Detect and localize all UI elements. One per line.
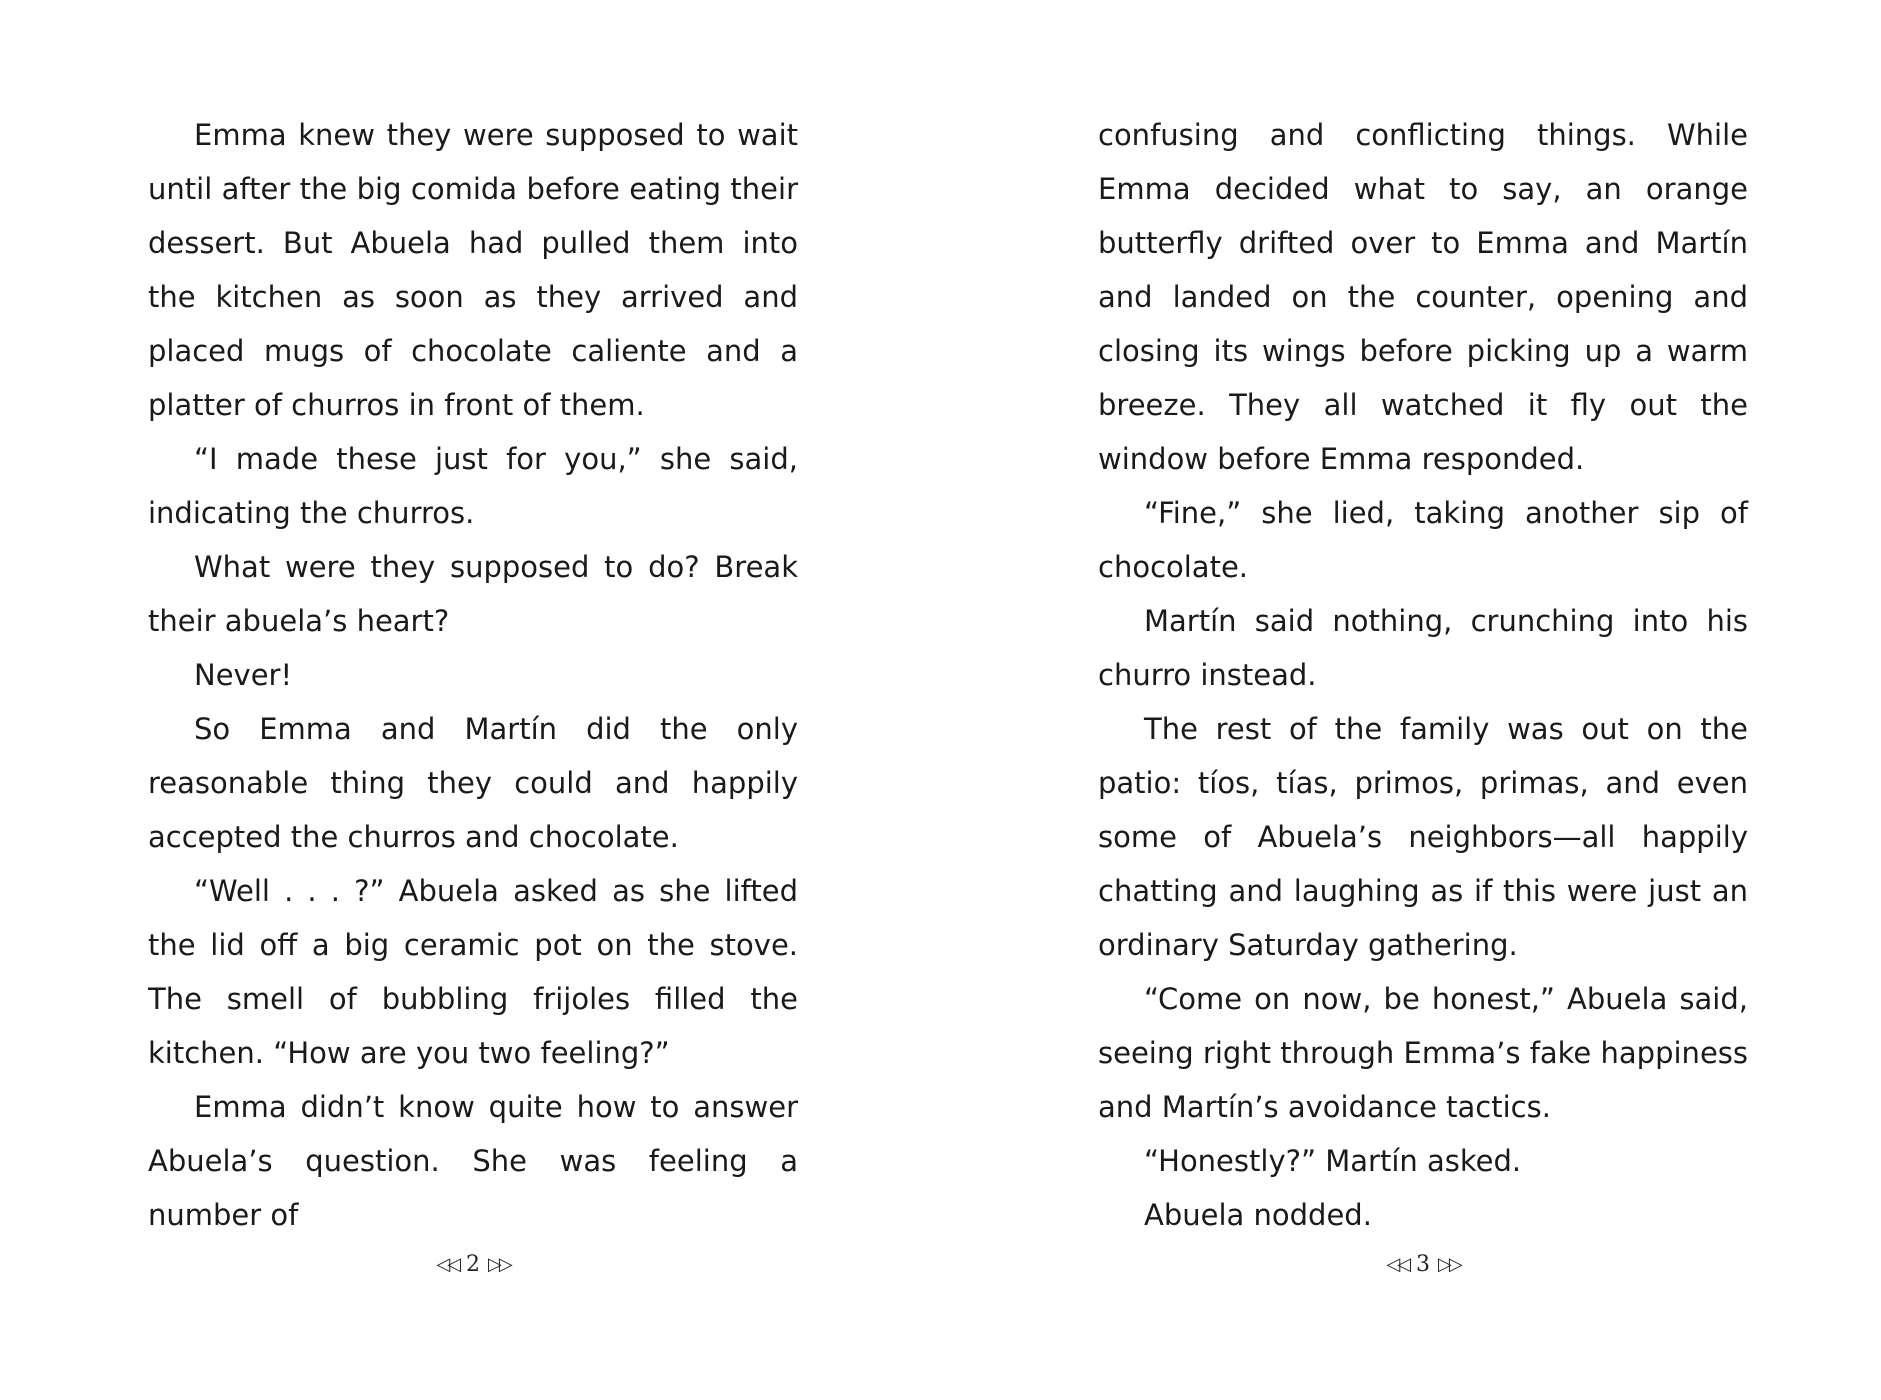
paragraph-continued: confusing and conflicting things. While Emma decided what to say, an orange butterfly drifted over to Emma and Martín and landed on the counter, opening and closing its wings before picking up a warm breeze. They all watched it fly out the window before Emma responded. <box>1098 118 1748 476</box>
page-number: 3 <box>1416 1252 1430 1277</box>
right-ornament-icon: ▷▷ <box>1438 1254 1460 1275</box>
paragraph: “I made these just for you,” she said, indicating the churros. <box>148 442 798 530</box>
paragraph: “Come on now, be honest,” Abuela said, seeing right through Emma’s fake happiness and Martín’s avoidance tactics. <box>1098 982 1748 1124</box>
right-ornament-icon: ▷▷ <box>488 1254 510 1275</box>
page-number-footer <box>1098 1250 1748 1280</box>
page-number: 2 <box>466 1252 480 1277</box>
left-page-body <box>148 108 798 1242</box>
paragraph: Emma knew they were supposed to wait until after the big comida before eating their dessert. But Abuela had pulled them into the kitchen as soon as they arrived and placed mugs of chocolate caliente and a platter of churros in front of them. <box>148 118 798 422</box>
right-page <box>1098 108 1748 1338</box>
paragraph: “Honestly?” Martín asked. <box>1144 1144 1522 1178</box>
page-number-footer <box>148 1250 798 1280</box>
paragraph: “Well . . . ?” Abuela asked as she lifted the lid off a big ceramic pot on the stove. The smell of bubbling frijoles filled the kitchen. “How are you two feeling?” <box>148 874 798 1070</box>
left-page <box>148 108 798 1338</box>
left-ornament-icon: ◁◁ <box>1386 1254 1408 1275</box>
paragraph: Emma didn’t know quite how to answer Abuela’s question. She was feeling a number of <box>148 1090 798 1232</box>
left-ornament-icon: ◁◁ <box>436 1254 458 1275</box>
paragraph: “Fine,” she lied, taking another sip of chocolate. <box>1098 496 1748 584</box>
paragraph: The rest of the family was out on the patio: tíos, tías, primos, primas, and even some of Abuela’s neighbors—all happily chatting and laughing as if this were just an ordinary Saturday gathering. <box>1098 712 1748 962</box>
right-page-body <box>1098 108 1748 1242</box>
paragraph: Martín said nothing, crunching into his churro instead. <box>1098 604 1748 692</box>
paragraph: What were they supposed to do? Break their abuela’s heart? <box>148 550 798 638</box>
paragraph: Never! <box>194 658 293 692</box>
paragraph: So Emma and Martín did the only reasonable thing they could and happily accepted the churros and chocolate. <box>148 712 798 854</box>
paragraph: Abuela nodded. <box>1144 1198 1372 1232</box>
